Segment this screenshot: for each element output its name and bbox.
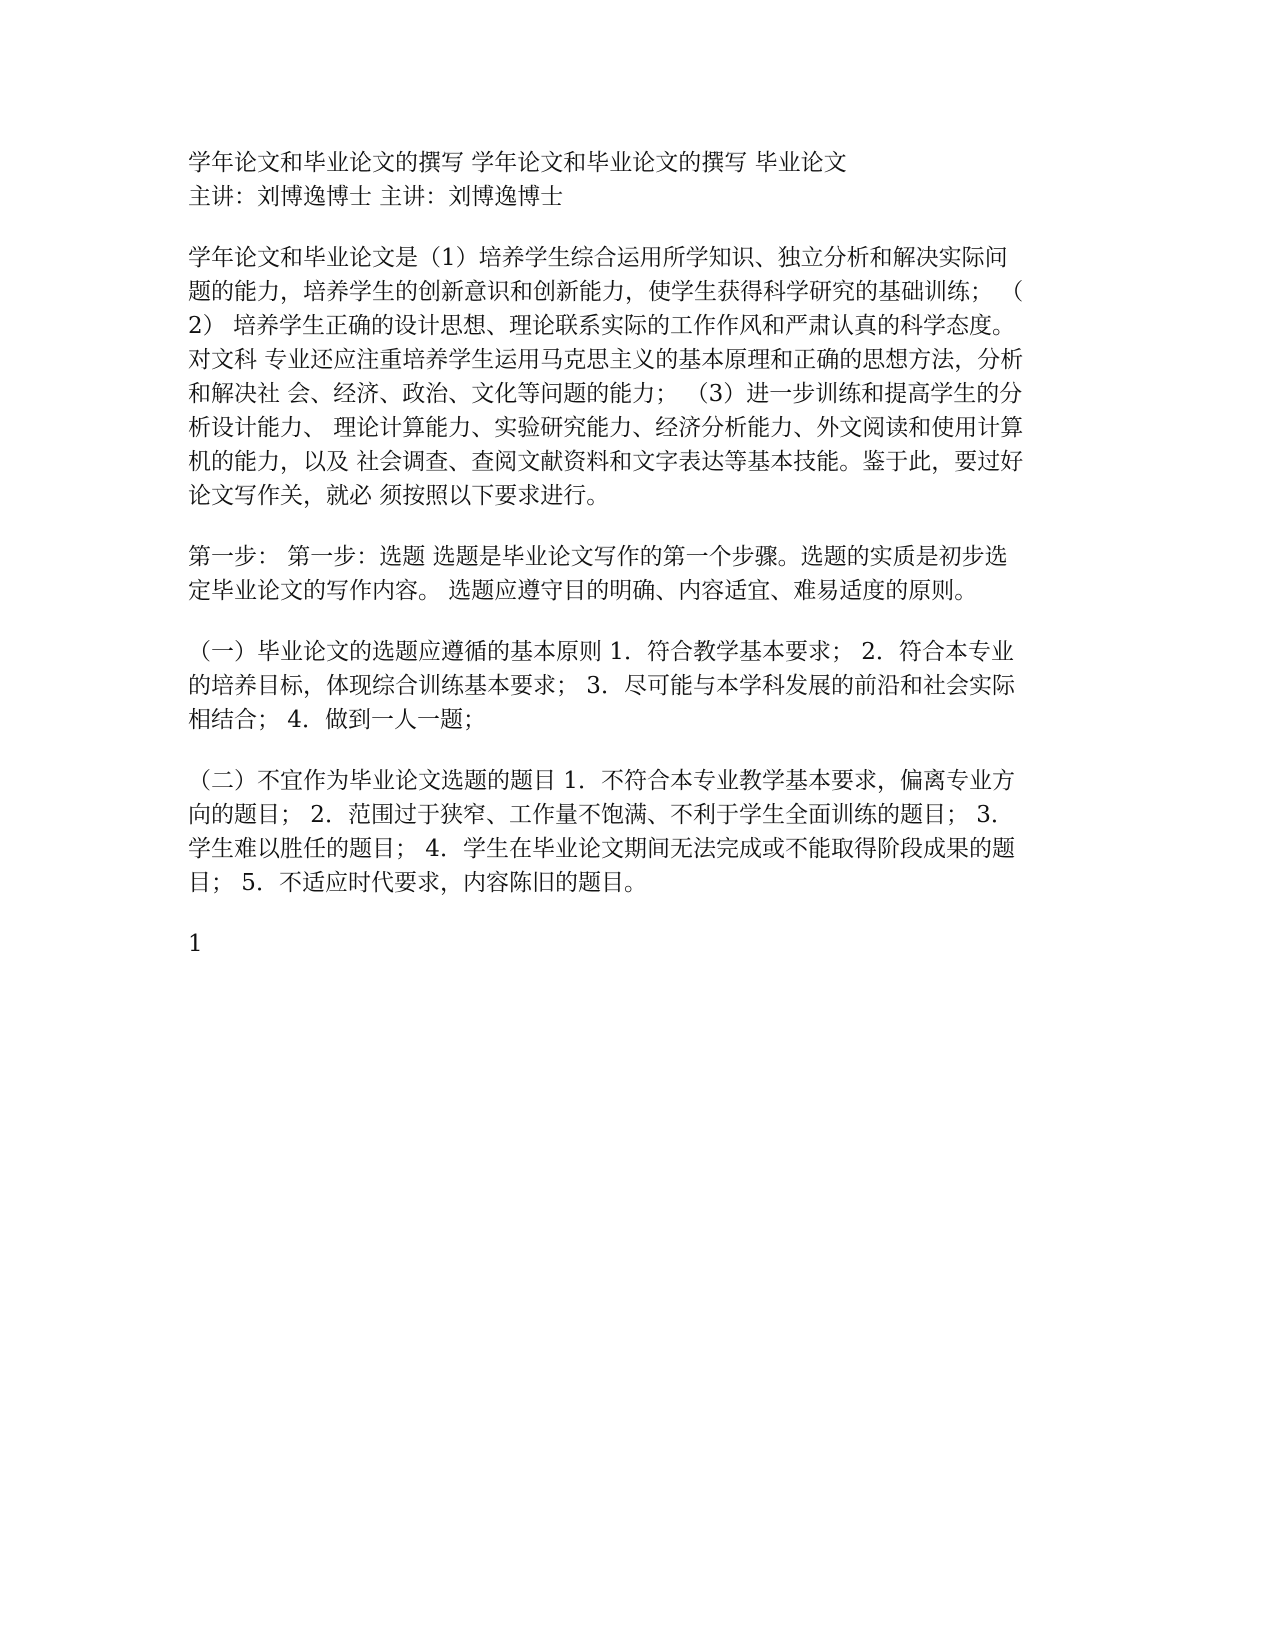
document-body (188, 146, 1103, 961)
paragraph-purpose (188, 241, 1103, 513)
paragraph-line: （二）不宜作为毕业论文选题的题目 1．不符合本专业教学基本要求，偏离专业方 (188, 768, 1015, 794)
paragraph-line: 的培养目标，体现综合训练基本要求； 3．尽可能与本学科发展的前沿和社会实际 (188, 673, 1015, 699)
paragraph-line: 目； 5．不适应时代要求，内容陈旧的题目。 (188, 870, 647, 896)
paragraph-line: 向的题目； 2．范围过于狭窄、工作量不饱满、不利于学生全面训练的题目； 3． (188, 802, 1014, 828)
paragraph-line: 2） 培养学生正确的设计思想、理论联系实际的工作作风和严肃认真的科学态度。 (188, 313, 1015, 339)
document-header (188, 146, 1103, 214)
paragraph-line: 对文科 专业还应注重培养学生运用马克思主义的基本原理和正确的思想方法，分析 (188, 347, 1024, 373)
paragraph-line: 学生难以胜任的题目； 4．学生在毕业论文期间无法完成或不能取得阶段成果的题 (188, 836, 1015, 862)
paragraph-line: 和解决社 会、经济、政治、文化等问题的能力； （3）进一步训练和提高学生的分 (188, 381, 1023, 407)
paragraph-step-one (188, 540, 1103, 608)
paragraph-unsuitable-topics (188, 764, 1103, 900)
title-line: 学年论文和毕业论文的撰写 学年论文和毕业论文的撰写 毕业论文 (188, 150, 847, 176)
paragraph-line: 题的能力，培养学生的创新意识和创新能力，使学生获得科学研究的基础训练； （ (188, 279, 1024, 305)
paragraph-principles (188, 635, 1103, 737)
paragraph-line: 学年论文和毕业论文是（1）培养学生综合运用所学知识、独立分析和解决实际问 (188, 245, 1008, 271)
page-number: 1 (188, 931, 203, 957)
paragraph-line: 析设计能力、 理论计算能力、实验研究能力、经济分析能力、外文阅读和使用计算 (188, 415, 1024, 441)
paragraph-line: 相结合； 4．做到一人一题； (188, 707, 486, 733)
paragraph-line: 论文写作关，就必 须按照以下要求进行。 (188, 483, 610, 509)
paragraph-line: （一）毕业论文的选题应遵循的基本原则 1．符合教学基本要求； 2．符合本专业 (188, 639, 1014, 665)
paragraph-line: 第一步： 第一步：选题 选题是毕业论文写作的第一个步骤。选题的实质是初步选 (188, 544, 1008, 570)
paragraph-line: 机的能力，以及 社会调查、查阅文献资料和文字表达等基本技能。鉴于此，要过好 (188, 449, 1024, 475)
paragraph-line: 定毕业论文的写作内容。 选题应遵守目的明确、内容适宜、难易适度的原则。 (188, 578, 978, 604)
lecturer-line: 主讲：刘博逸博士 主讲：刘博逸博士 (188, 184, 564, 210)
